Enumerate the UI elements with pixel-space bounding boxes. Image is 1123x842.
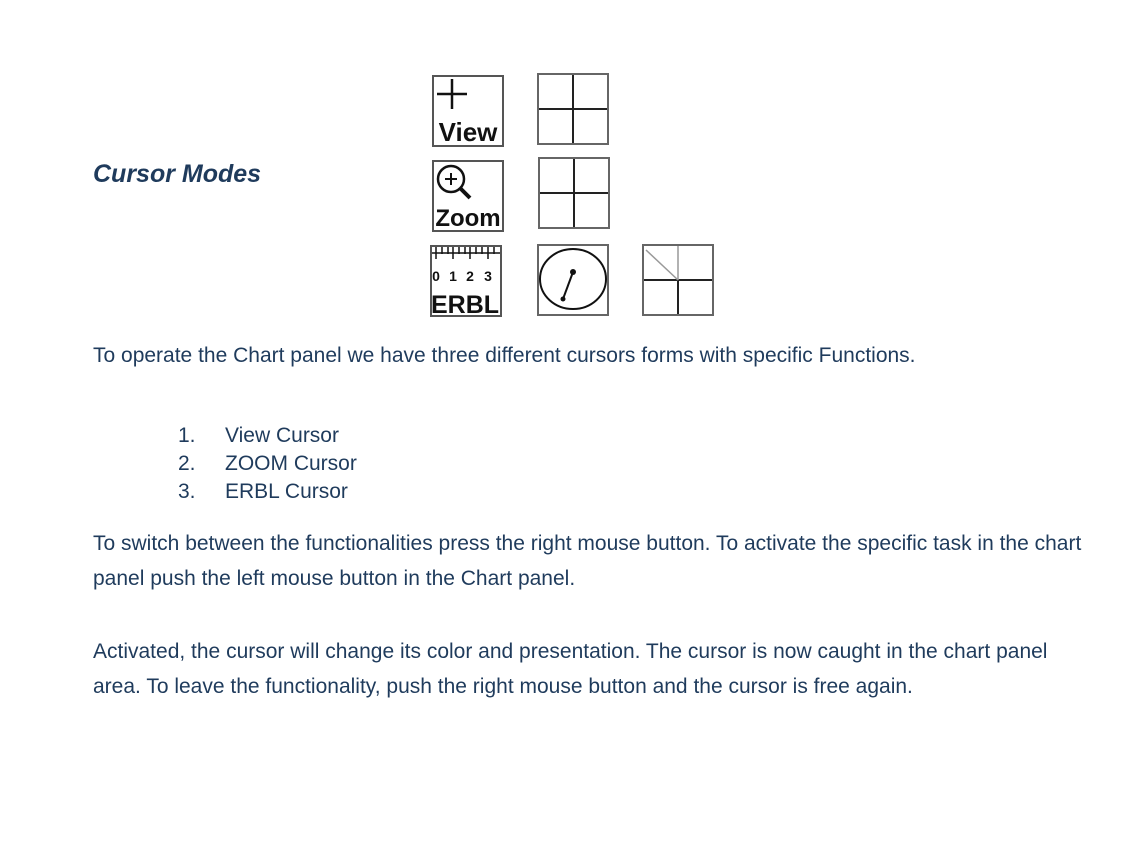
activated-text: Activated, the cursor will change its color and presentation. The cursor is now caught in the chart panel area. To leave the functionality, push the right mouse button and the cursor is free again. (93, 640, 1048, 698)
cursor-list (178, 422, 357, 506)
ruler-digit: 1 (449, 268, 457, 284)
page-title: Cursor Modes (93, 160, 262, 188)
grid-cursor-icon (538, 157, 610, 229)
ruler-digit: 3 (484, 268, 492, 284)
erbl-cursor-icon (430, 245, 502, 317)
ruler-digit: 0 (432, 268, 440, 284)
diagonal-grid-cursor-icon (642, 244, 714, 316)
list-item: 3. ERBL Cursor (178, 480, 348, 503)
zoom-label: Zoom (435, 205, 501, 232)
zoom-cursor-icon (432, 160, 504, 232)
list-item: 1. View Cursor (178, 424, 339, 447)
view-cursor-icon (432, 75, 504, 147)
erbl-label: ERBL (430, 291, 500, 317)
view-label: View (438, 117, 498, 147)
list-item: 2. ZOOM Cursor (178, 452, 357, 475)
grid-cursor-icon (537, 73, 609, 145)
intro-text: To operate the Chart panel we have three different cursors forms with specific Functions. (93, 344, 916, 367)
ruler-digit: 2 (466, 268, 474, 284)
ellipse-cursor-icon (537, 244, 609, 316)
switch-text: To switch between the functionalities press the right mouse button. To activate the specific task in the chart panel push the left mouse button in the Chart panel. (93, 532, 1082, 590)
